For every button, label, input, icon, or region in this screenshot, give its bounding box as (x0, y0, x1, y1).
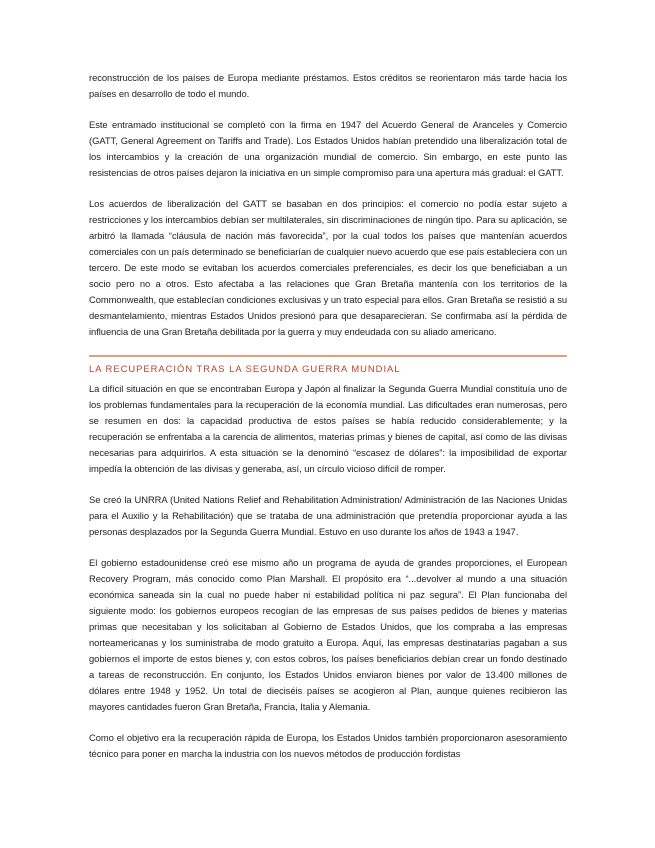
paragraph-unrra: Se creó la UNRRA (United Nations Relief and Rehabilitation Administration/ Administración de las Naciones Unidas para el Auxilio y la Rehabilitación) que se trataba de una administración que pretendía proporcionar ayuda a las personas desplazados por la Segunda Guerra Mundial. Estuvo en uso durante los años de 1943 a 1947. (89, 494, 567, 537)
paragraph-marshall-plan: El gobierno estadounidense creó ese mismo año un programa de ayuda de grandes proporciones, el European Recovery Program, más conocido como Plan Marshall. El propósito era “...devolver al mundo a una situación económica saneada sin la cual no puede haber ni estabilidad política ni paz segura”. El Plan funcionaba del siguiente modo: los gobiernos europeos recogían de las empresas de sus países pedidos de bienes y materias primas que necesitaban y los solicitaban al Gobierno de Estados Unidos, que los compraba a las empresas norteamericanas y los suministraba de modo gratuito a Europa. Aquí, las empresas destinatarias pagaban a sus gobiernos el importe de estos bienes y, con estos cobros, los países beneficiarios debían crear un fondo destinado a tareas de reconstrucción. En conjunto, los Estados Unidos enviaron bienes por valor de 13.400 millones de dólares entre 1948 y 1952. Un total de dieciséis países se acogieron al Plan, aunque quienes recibieron las mayores cantidades fueron Gran Bretaña, Francia, Italia y Alemania. (89, 557, 567, 712)
paragraph-postwar-situation: La difícil situación en que se encontraban Europa y Japón al finalizar la Segunda Guerra Mundial constituía uno de los problemas fundamentales para la recuperación de la economía mundial. Las dificultades eran numerosas, pero se resumen en dos: la capacidad productiva de estos países se había reducido considerablemente; y la recuperación se enfrentaba a la carencia de alimentos, materias primas y bienes de capital, así como de las divisas necesarias para adquirirlos. A esta situación se la denominó “escasez de dólares”: la imposibilidad de exportar impedía la obtención de las divisas y generaba, así, un círculo vicioso difícil de romper. (89, 383, 567, 474)
section-heading: LA RECUPERACIÓN TRAS LA SEGUNDA GUERRA MUNDIAL (89, 363, 401, 374)
paragraph-gatt: Este entramado institucional se completó con la firma en 1947 del Acuerdo General de Aranceles y Comercio (GATT, General Agreement on Tariffs and Trade). Los Estados Unidos habían pretendido una liberalización total de los intercambios y la creación de una organización mundial de comercio. Sin embargo, en este punto las resistencias de otros países dejaron la iniciativa en un simple compromiso para una apertura más gradual: el GATT. (89, 119, 567, 178)
paragraph-technical-assistance: Como el objetivo era la recuperación rápida de Europa, los Estados Unidos también proporcionaron asesoramiento técnico para poner en marcha la industria con los nuevos métodos de producción fordistas (89, 732, 567, 759)
paragraph-reconstruction-loans: reconstrucción de los países de Europa mediante préstamos. Estos créditos se reorientaron más tarde hacia los países en desarrollo de todo el mundo. (89, 72, 567, 99)
section-divider (89, 355, 567, 357)
paragraph-gatt-principles: Los acuerdos de liberalización del GATT se basaban en dos principios: el comercio no podía estar sujeto a restricciones y los intercambios debían ser multilaterales, sin discriminaciones de ningún tipo. Para su aplicación, se arbitró la llamada “cláusula de nación más favorecida”, por la cual todos los países que mantenían acuerdos comerciales con un país determinado se beneficiarían de cualquier nuevo acuerdo que ese país estableciera con un tercero. De este modo se evitaban los acuerdos comerciales preferenciales, es decir los que beneficiaban a un socio pero no a otros. Esto afectaba a las relaciones que Gran Bretaña mantenía con los territorios de la Commonwealth, que establecían condiciones exclusivas y un trato especial para ellos. Gran Bretaña se resistió a su desmantelamiento, mientras Estados Unidos presionó para que desaparecieran. Se confirmaba así la pérdida de influencia de una Gran Bretaña debilitada por la guerra y muy endeudada con su aliado americano. (89, 198, 567, 337)
document-page (89, 70, 567, 762)
